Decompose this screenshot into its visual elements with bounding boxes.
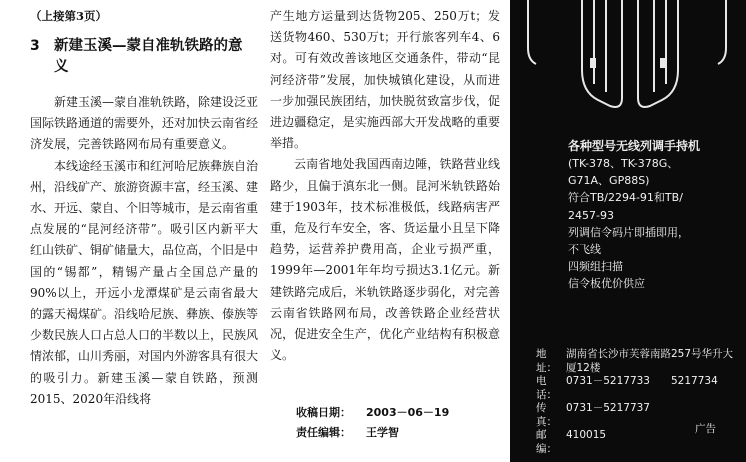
ad-line: 信令板优价供应 (568, 277, 645, 291)
received-date-value: 2003－06－19 (366, 406, 450, 419)
editor-label: 责任编辑： (296, 426, 351, 439)
ad-line: 2457-93 (568, 208, 614, 222)
ad-line: G71A、GP88S) (568, 174, 650, 188)
postcode-label: 邮编： (536, 429, 557, 455)
received-date-row (296, 403, 496, 423)
phone-label: 电话： (536, 375, 557, 401)
paragraph: 新建玉溪—蒙自准轨铁路，除建设泛亚国际铁路通道的需要外，还对加快云南省经济发展，完善铁路网布局有重要意义。 (30, 95, 259, 152)
section-title: 新建玉溪—蒙自准轨铁路的意义 (54, 38, 243, 75)
radio-handset-illustration (510, 0, 746, 130)
ad-title: 各种型号无线列调手持机 (568, 139, 701, 153)
ad-contact-block (536, 348, 742, 456)
section-number: 3 (30, 38, 40, 54)
ad-tag: 广告 (695, 423, 716, 435)
ad-line: (TK-378、TK-378G、 (568, 157, 679, 170)
editor-row (296, 423, 496, 443)
left-column (30, 8, 258, 410)
postcode-value: 410015 (566, 429, 607, 441)
address-label: 地址： (536, 348, 557, 374)
received-date-label: 收稿日期： (296, 406, 351, 419)
fax-value: 0731－5217737 (566, 402, 650, 414)
fax-label: 传真： (536, 402, 557, 428)
paragraph: 产生地方运量到达货物205、250万t；发送货物460、530万t；开行旅客列车4、6对。可有效改善该地区交通条件，带动“昆河经济带”发展，加快城镇化建设，从而进一步加强民族团结，加快脱贫致富步伐，促进边疆稳定，是实施西部大开发战略的重要举措。 (270, 9, 500, 151)
editor-value: 王学智 (366, 426, 399, 439)
phone-value: 0731－5217733 5217734 (566, 375, 718, 387)
paragraph: 云南省地处我国西南边陲，铁路营业线路少，且偏于滇东北一侧。昆河米轨铁路始建于1903年，技术标准极低，线路病害严重，危及行车安全，客、货运量小且呈下降趋势，运营养护费用高，企业亏损严重，1999年—2001年年均亏损达3.1亿元。新建铁路完成后，米轨铁路逐步弱化，对完善云南省铁路网布局，改善铁路企业经营状况，促进安全生产，优化产业结构有积极意义。 (270, 157, 500, 363)
advertisement (510, 0, 746, 462)
middle-column (270, 6, 500, 366)
address-row (536, 348, 742, 375)
ad-line: 四频组扫描 (568, 260, 623, 274)
ad-line: 符合TB/2294-91和TB/ (568, 191, 683, 205)
section-heading (30, 36, 258, 78)
article-meta (296, 403, 496, 443)
ad-line: 不飞线 (568, 243, 601, 257)
address-value: 湖南省长沙市芙蓉南路257号华升大厦12楼 (566, 348, 734, 374)
ad-product-text (568, 138, 740, 293)
ad-line: 列调信令码片即插即用， (568, 225, 689, 239)
continued-note: （上接第3页） (30, 9, 108, 23)
phone-row (536, 375, 742, 402)
paragraph: 本线途经玉溪市和红河哈尼族彝族自治州，沿线矿产、旅游资源丰富，经玉溪、建水、开远、蒙自、个旧等城市，是云南省重点发展的“昆河经济带”。吸引区内新平大红山铁矿、铜矿储量大，品位高，个旧是中国的“锡都”，精锡产量占全国总产量的90%以上，开远小龙潭煤矿是云南省最大的露天褐煤矿。沿线哈尼族、彝族、傣族等少数民族人口占总人口的半数以上，民族风情浓郁，山川秀丽，对国内外游客具有很大的吸引力。新建玉溪—蒙自铁路，预测2015、2020年沿线将 (30, 158, 259, 406)
